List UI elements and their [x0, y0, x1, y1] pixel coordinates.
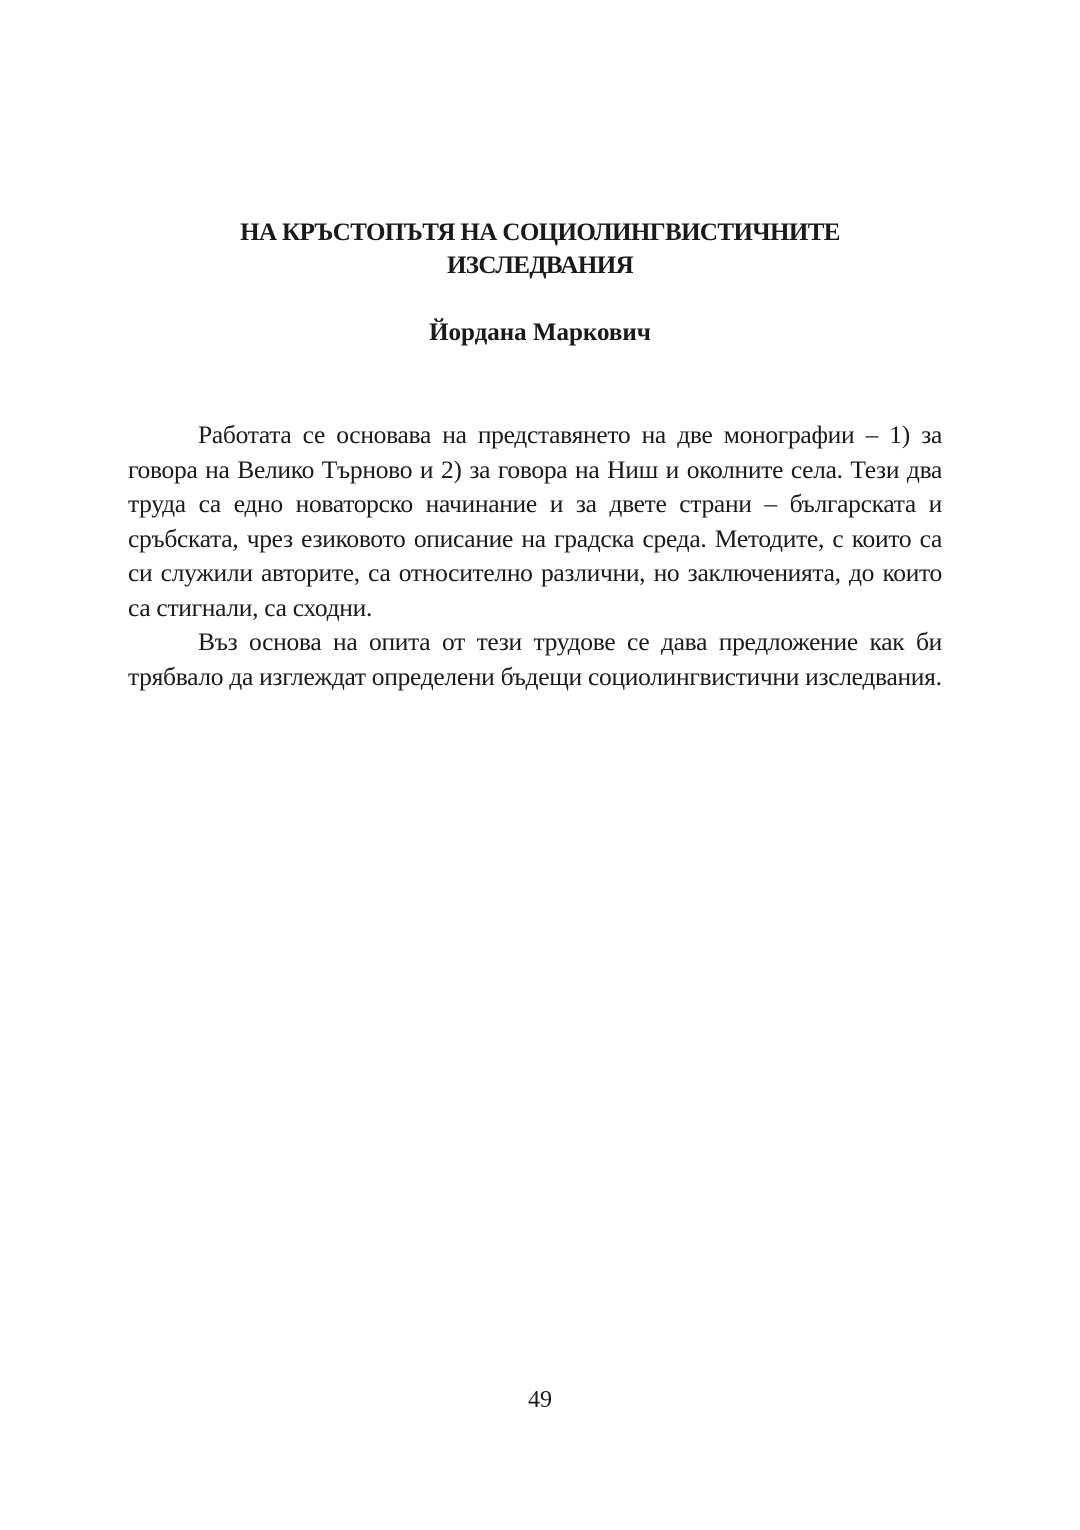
- abstract-paragraph-1: Работата се основава на представянето на две монографии – 1) за говора на Велико Търново и 2) за говора на Ниш и околните села. Тези два труда са едно новаторско начинание и за двете страни – българската и сръбската, чрез езиковото описание на градска среда. Методите, с които са си служили авторите, са относително различни, но заключенията, до които са стигнали, са сходни.: [128, 420, 942, 622]
- article-title: [130, 216, 950, 282]
- author-name: Йордана Маркович: [429, 319, 651, 346]
- page-number: 49: [528, 1387, 552, 1413]
- abstract-paragraph-2: Въз основа на опита от тези трудове се дава предложение как би трябвало да изглеждат определени бъдещи социолингвистични изследвания.: [128, 627, 942, 691]
- abstract: [128, 418, 942, 694]
- article-title-line-1: НА КРЪСТОПЪТЯ НА СОЦИОЛИНГВИСТИЧНИТЕ: [240, 219, 840, 246]
- article-title-line-2: ИЗСЛЕДВАНИЯ: [446, 252, 634, 279]
